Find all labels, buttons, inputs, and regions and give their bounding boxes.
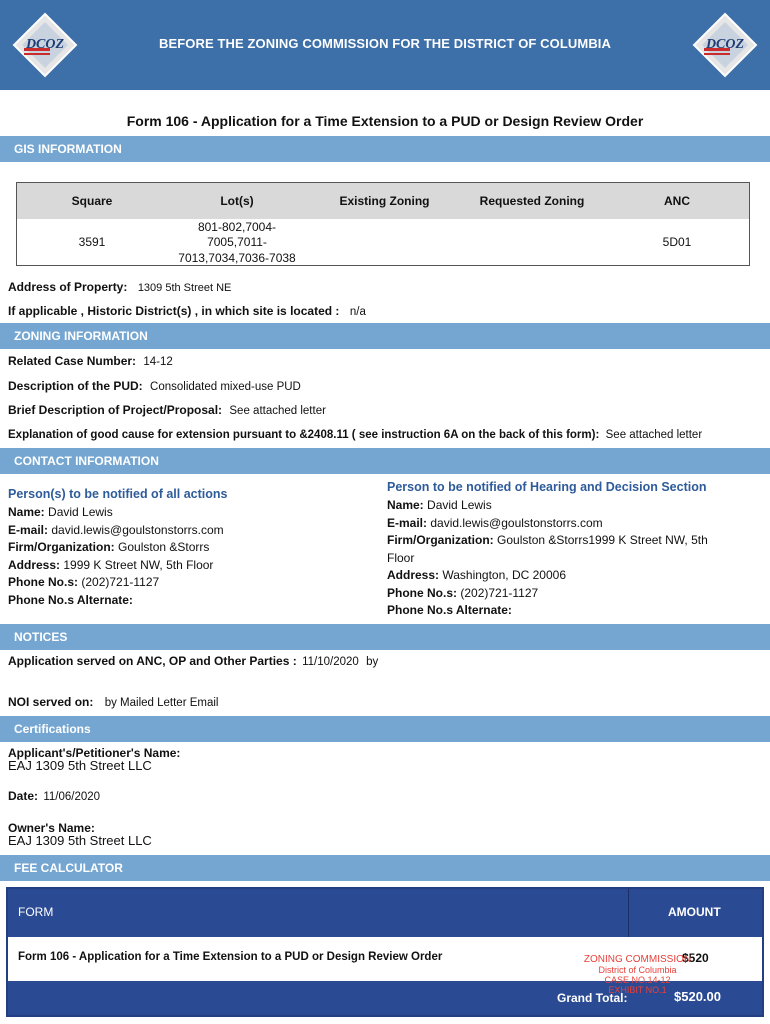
- brief-description-label: Brief Description of Project/Proposal:: [8, 403, 223, 417]
- section-contact-label: CONTACT INFORMATION: [14, 454, 159, 468]
- gis-anc-value: 5D01: [662, 235, 692, 249]
- stamp-line3: CASE NO.14-12: [604, 975, 671, 985]
- good-cause-label: Explanation of good cause for extension pursuant to &2408.11 ( see instruction 6A on the back of this form):: [8, 429, 600, 441]
- section-fee-label: FEE CALCULATOR: [14, 861, 123, 875]
- gis-lots-line1: 801-802,7004-: [197, 220, 277, 234]
- contact-left-firm-row: [8, 539, 378, 557]
- contact-right-firm-row: [387, 532, 762, 550]
- contact-right-heading: Person to be notified of Hearing and Decision Section: [387, 480, 707, 494]
- gis-lots-line3: 7013,7034,7036-7038: [178, 251, 296, 265]
- contact-right: [387, 480, 762, 620]
- noi-value: by Mailed Letter Email: [104, 697, 219, 709]
- gis-col-existing-zoning: Existing Zoning: [339, 194, 430, 208]
- section-zoning: [0, 323, 770, 349]
- gis-lots-line2: 7005,7011-: [207, 235, 267, 249]
- contact-left-address: 1999 K Street NW, 5th Floor: [63, 557, 214, 572]
- section-gis: [0, 136, 770, 162]
- section-certifications: [0, 716, 770, 742]
- logo-text-left: DCOZ: [25, 37, 65, 52]
- contact-right-firm-line1: Goulston &Storrs1999 K Street NW, 5th: [497, 533, 708, 547]
- notices-served-date: 11/10/2020: [302, 656, 359, 668]
- contact-right-name: David Lewis: [427, 498, 492, 512]
- notices-served-by: by: [366, 656, 379, 668]
- pud-description-value: Consolidated mixed-use PUD: [150, 381, 301, 393]
- contact-right-name-row: [387, 497, 762, 515]
- applicant-value: EAJ 1309 5th Street LLC: [8, 758, 152, 773]
- contact-left-name-label: Name:: [8, 505, 45, 519]
- contact-left-name: David Lewis: [48, 505, 113, 519]
- fee-total-value: $520.00: [674, 989, 721, 1004]
- noi-row: [8, 695, 218, 709]
- contact-right-email-label: E-mail:: [387, 515, 428, 530]
- related-case-value: 14-12: [143, 356, 173, 368]
- fee-col-form: FORM: [18, 905, 54, 919]
- brief-description-row: [8, 403, 326, 417]
- address-row: [8, 278, 231, 296]
- contact-left-phone-row: [8, 574, 378, 592]
- gis-square-value: 3591: [78, 235, 106, 249]
- header-title: BEFORE THE ZONING COMMISSION FOR THE DISTRICT OF COLUMBIA: [158, 36, 612, 51]
- gis-col-lots: Lot(s): [220, 194, 254, 208]
- fee-table-header: [8, 889, 762, 937]
- contact-right-firm-line2: Floor: [387, 550, 415, 565]
- contact-right-firm-label: Firm/Organization:: [387, 533, 494, 547]
- contact-left-address-row: [8, 557, 378, 575]
- contact-left-alt-phone-row: [8, 592, 378, 610]
- notices-served-label: Application served on ANC, OP and Other Parties :: [8, 654, 297, 668]
- contact-right-phone-label: Phone No.s:: [387, 585, 458, 600]
- contact-right-address: Washington, DC 20006: [442, 568, 566, 582]
- contact-left-address-label: Address:: [8, 557, 61, 572]
- address-value: 1309 5th Street NE: [137, 282, 232, 294]
- owner-value: EAJ 1309 5th Street LLC: [8, 833, 152, 848]
- gis-table: [16, 182, 750, 266]
- stamp-line1: ZONING COMMISSION: [583, 954, 692, 965]
- cert-date-row: [8, 789, 100, 803]
- contact-right-alt-phone-row: [387, 602, 762, 620]
- stamp-line4: EXHIBIT NO.1: [608, 985, 667, 995]
- section-notices-label: NOTICES: [14, 630, 68, 644]
- related-case-label: Related Case Number:: [8, 354, 137, 368]
- section-fee: [0, 855, 770, 881]
- contact-left-firm-label: Firm/Organization:: [8, 540, 115, 554]
- cert-date-label: Date:: [8, 789, 39, 803]
- contact-left-email: david.lewis@goulstonstorrs.com: [51, 522, 224, 537]
- section-zoning-label: ZONING INFORMATION: [14, 329, 148, 343]
- pud-description-label: Description of the PUD:: [8, 379, 143, 393]
- form-title: Form 106 - Application for a Time Extension to a PUD or Design Review Order: [126, 113, 644, 129]
- contact-left-name-row: [8, 504, 378, 522]
- cert-date-value: 11/06/2020: [43, 791, 101, 803]
- fee-total-label: Grand Total:: [557, 991, 628, 1005]
- stamp-line2: District of Columbia: [598, 965, 677, 975]
- noi-label: NOI served on:: [8, 695, 94, 709]
- contact-right-address-row: [387, 567, 762, 585]
- contact-left-phone-label: Phone No.s:: [8, 575, 79, 589]
- contact-left-heading: Person(s) to be notified of all actions: [8, 487, 228, 501]
- notices-served-row: [8, 654, 378, 668]
- fee-row-amount: $520: [682, 951, 709, 965]
- owner-label: Owner's Name:: [8, 821, 95, 835]
- contact-left-phone: (202)721-1127: [81, 575, 160, 589]
- section-contact: [0, 448, 770, 474]
- section-certifications-label: Certifications: [14, 722, 91, 736]
- contact-left-alt-phone-label: Phone No.s Alternate:: [8, 592, 133, 607]
- historic-value: n/a: [349, 306, 366, 318]
- brief-description-value: See attached letter: [229, 405, 326, 417]
- contact-right-email: david.lewis@goulstonstorrs.com: [430, 515, 603, 530]
- fee-col-amount: AMOUNT: [668, 905, 721, 919]
- contact-left-email-label: E-mail:: [8, 522, 49, 537]
- contact-right-phone: (202)721-1127: [460, 585, 539, 600]
- gis-col-anc: ANC: [664, 194, 690, 208]
- gis-col-square: Square: [71, 194, 113, 208]
- section-gis-label: GIS INFORMATION: [14, 142, 122, 156]
- contact-right-phone-row: [387, 585, 762, 603]
- exhibit-stamp: [580, 954, 695, 995]
- fee-table: [6, 887, 764, 1017]
- fee-header-divider: [628, 889, 629, 937]
- good-cause-value: See attached letter: [605, 429, 703, 441]
- fee-row-form: Form 106 - Application for a Time Extension to a PUD or Design Review Order: [18, 951, 443, 963]
- historic-label: If applicable , Historic District(s) , in which site is located :: [8, 304, 340, 318]
- contact-right-email-row: [387, 515, 762, 533]
- contact-right-name-label: Name:: [387, 498, 424, 512]
- logo-text-right: DCOZ: [705, 37, 745, 52]
- good-cause-row: [8, 427, 702, 441]
- contact-right-address-label: Address:: [387, 568, 440, 582]
- contact-right-alt-phone-label: Phone No.s Alternate:: [387, 603, 512, 617]
- contact-left-firm: Goulston &Storrs: [118, 540, 210, 554]
- contact-left-email-row: [8, 522, 378, 540]
- contact-left: [8, 487, 378, 609]
- applicant-label: Applicant's/Petitioner's Name:: [8, 746, 181, 760]
- historic-row: [8, 302, 366, 320]
- gis-col-requested-zoning: Requested Zoning: [479, 194, 585, 208]
- section-notices: [0, 624, 770, 650]
- related-case-row: [8, 354, 173, 368]
- address-label: Address of Property:: [8, 280, 128, 294]
- pud-description-row: [8, 379, 301, 393]
